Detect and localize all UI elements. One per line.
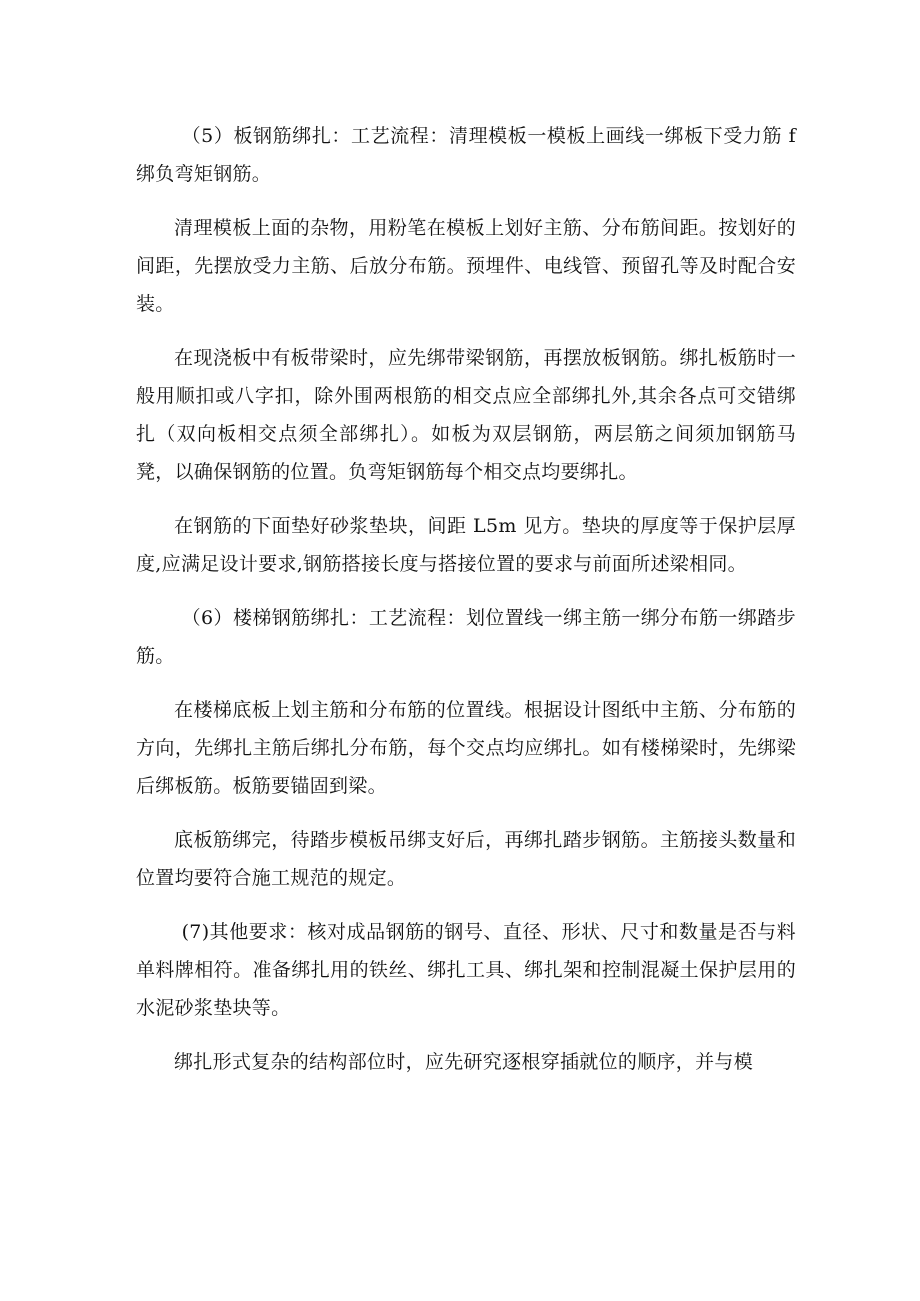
paragraph-complex-structure: 绑扎形式复杂的结构部位时，应先研究逐根穿插就位的顺序，并与模	[174, 1051, 754, 1073]
paragraph-other-requirements: (7)其他要求：核对成品钢筋的钢号、直径、形状、尺寸和数量是否与料单料牌相符。准备绑扎用的铁丝、绑扎工具、绑扎架和控制混凝土保护层用的水泥砂浆垫块等。	[136, 921, 796, 1019]
paragraph-slab-rebar-heading: （5）板钢筋绑扎：工艺流程：清理模板一模板上画线一绑板下受力筋 f 绑负弯矩钢筋。	[136, 125, 796, 185]
paragraph-step-rebar: 底板筋绑完，待踏步模板吊绑支好后，再绑扎踏步钢筋。主筋接头数量和位置均要符合施工规范的规定。	[136, 829, 796, 889]
paragraph-stair-position-lines: 在楼梯底板上划主筋和分布筋的位置线。根据设计图纸中主筋、分布筋的方向，先绑扎主筋后绑扎分布筋，每个交点均应绑扎。如有楼梯梁时，先绑梁后绑板筋。板筋要锚固到梁。	[136, 699, 796, 797]
paragraph-slab-beam-binding: 在现浇板中有板带梁时，应先绑带梁钢筋，再摆放板钢筋。绑扎板筋时一般用顺扣或八字扣，除外围两根筋的相交点应全部绑扎外,其余各点可交错绑扎（双向板相交点须全部绑扎）。如板为双层钢筋，两层筋之间须加钢筋马凳，以确保钢筋的位置。负弯矩钢筋每个相交点均要绑扎。	[136, 347, 796, 483]
document-body	[136, 117, 796, 1097]
paragraph-slab-cleaning: 清理模板上面的杂物，用粉笔在模板上划好主筋、分布筋间距。按划好的间距，先摆放受力主筋、后放分布筋。预埋件、电线管、预留孔等及时配合安装。	[136, 217, 796, 315]
paragraph-stair-rebar-heading: （6）楼梯钢筋绑扎：工艺流程：划位置线一绑主筋一绑分布筋一绑踏步筋。	[136, 607, 796, 667]
paragraph-mortar-blocks: 在钢筋的下面垫好砂浆垫块，间距 L5m 见方。垫块的厚度等于保护层厚度,应满足设计要求,钢筋搭接长度与搭接位置的要求与前面所述梁相同。	[136, 515, 796, 575]
